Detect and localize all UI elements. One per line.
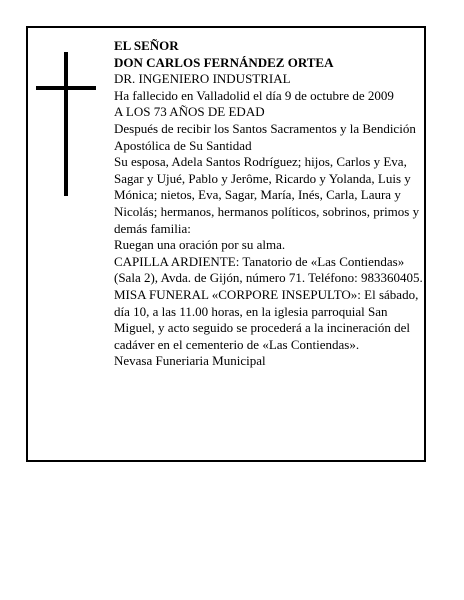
age-statement: A LOS 73 AÑOS DE EDAD (114, 104, 265, 120)
funeral-info: MISA FUNERAL «CORPORE INSEPULTO»: El sábado, día 10, a las 11.00 horas, en la iglesia parroquial San Miguel, y acto seguido se procederá a la incineración del cadáver en el cementerio de «Las Contiendas». (114, 286, 419, 352)
deceased-name: DON CARLOS FERNÁNDEZ ORTEA (114, 54, 334, 70)
cross-vertical-bar (64, 52, 68, 196)
funeral-home: Nevasa Funeriaria Municipal (114, 353, 266, 369)
prayer-request: Ruegan una oración por su alma. (114, 237, 286, 253)
cross-horizontal-bar (36, 86, 96, 90)
death-statement: Ha fallecido en Valladolid el día 9 de octubre de 2009 (114, 87, 394, 103)
honorific: EL SEÑOR (114, 38, 179, 53)
sacraments-statement: Después de recibir los Santos Sacramentos y la Bendición Apostólica de Su Santidad (114, 120, 416, 153)
cross-icon (36, 52, 96, 196)
professional-title: DR. INGENIERO INDUSTRIAL (114, 71, 291, 87)
obituary-text (114, 38, 426, 370)
family-list: Su esposa, Adela Santos Rodríguez; hijos, Carlos y Eva, Sagar y Ujué, Pablo y Jerôme, Ricardo y Yolanda, Luis y Mónica; nietos, Eva, Sagar, María, Inés, Carla, Laura y Nicolás; hermanos, hermanos políticos, sobrinos, primos y demás familia: (114, 154, 420, 236)
chapel-info: CAPILLA ARDIENTE: Tanatorio de «Las Contiendas» (Sala 2), Avda. de Gijón, número 71. Teléfono: 983360405. (114, 253, 423, 286)
